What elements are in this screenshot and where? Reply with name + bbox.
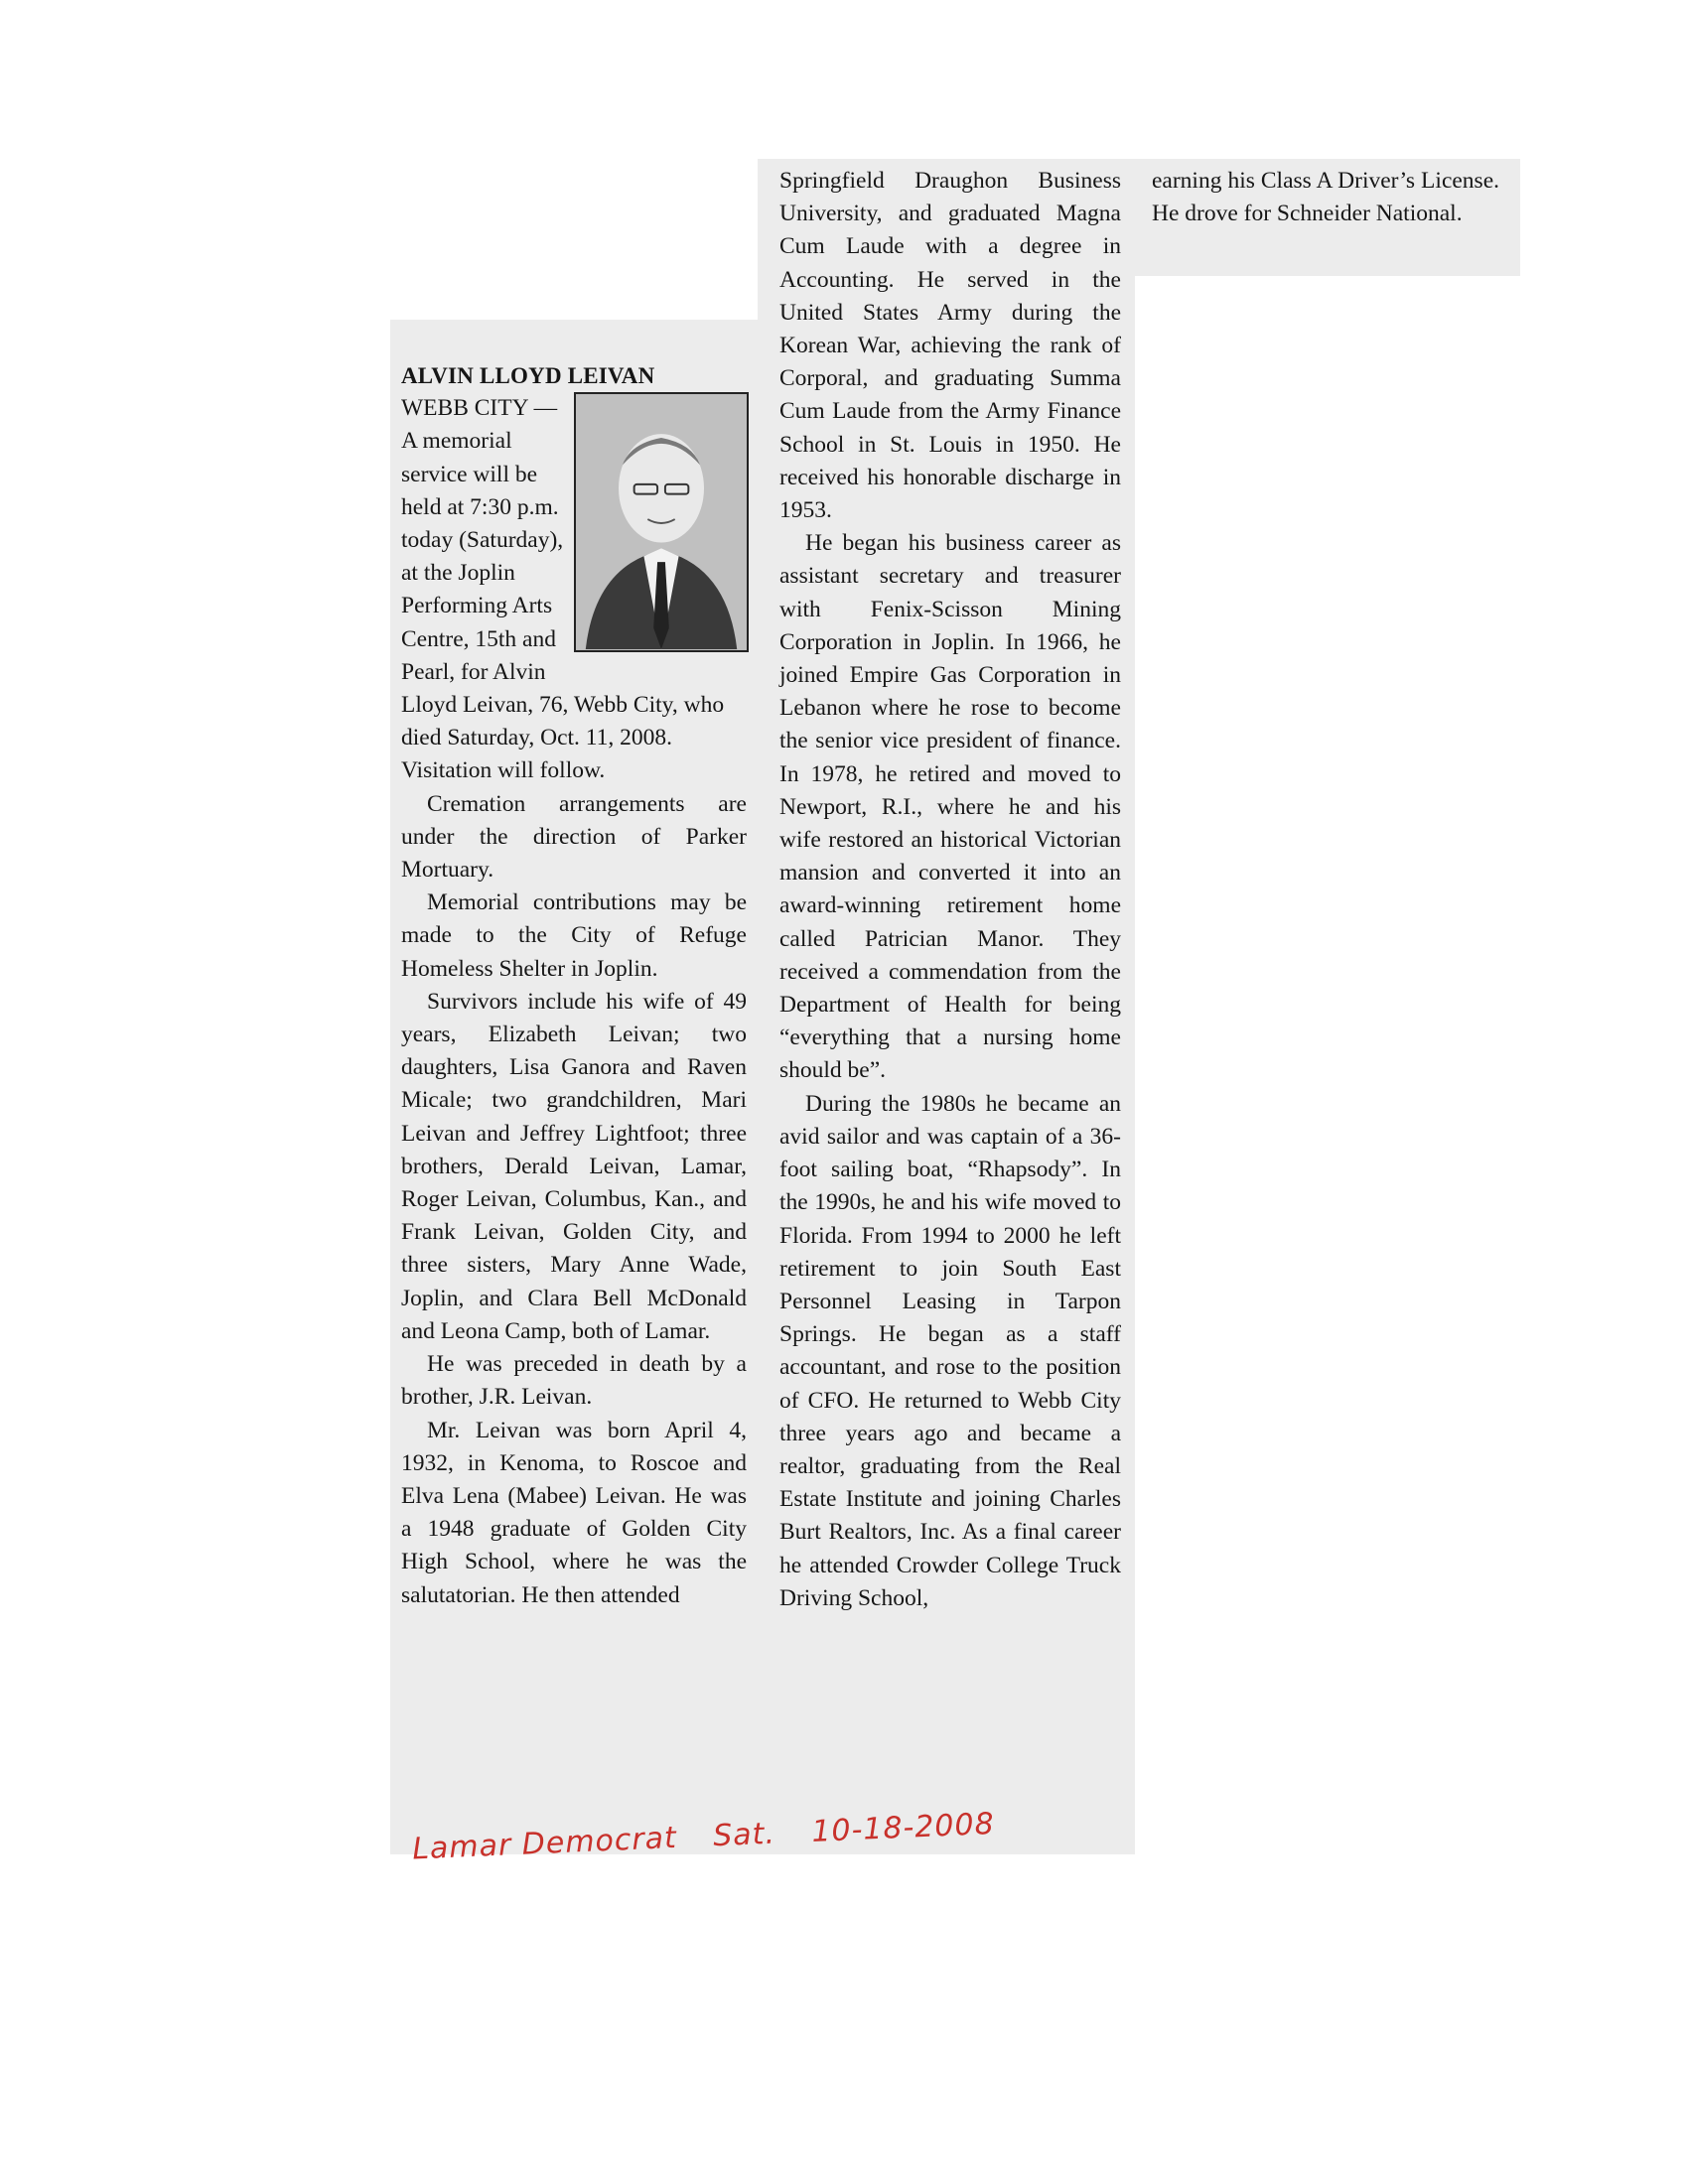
obituary-paragraph: Springfield Draughon Business University, and graduated Magna Cum Laude with a degree in Accounting. He served in the United States Army during the Korean War, achieving the rank of Corporal, and graduating Summa Cum Laude from the Army Finance School in St. Louis in 1950. He received his honorable discharge in 1953. [779, 168, 1121, 524]
handwritten-day: Sat. [712, 1816, 776, 1854]
handwritten-publication: Lamar Democrat [411, 1820, 678, 1867]
obituary-right-column [1152, 165, 1499, 230]
obituary-paragraph: Survivors include his wife of 49 years, Elizabeth Leivan; two daughters, Lisa Ganora and Raven Micale; two grandchildren, Mari Leivan and Jeffrey Lightfoot; three brothers, Derald Leivan, Lamar, Roger Leivan, Columbus, Kan., and Frank Leivan, Golden City, and three sisters, Mary Anne Wade, Joplin, and Clara Bell McDonald and Leona Camp, both of Lamar. [401, 988, 747, 1344]
obituary-paragraph: Cremation arrangements are under the direction of Parker Mortuary. [401, 790, 747, 884]
obituary-paragraph: earning his Class A Driver’s License. He drove for Schneider National. [1152, 168, 1499, 227]
obituary-left-column [401, 359, 747, 1612]
bleed-through-text [1142, 288, 1499, 1737]
obituary-paragraph: WEBB CITY — A memorial service will be held at 7:30 p.m. today (Saturday), at the Joplin Performing Arts Centre, 15th and Pearl, for Alvin Lloyd Leivan, 76, Webb City, who died Saturday, Oct. 11, 2008. Visitation will follow. [401, 395, 725, 784]
obituary-paragraph: He was preceded in death by a brother, J.R. Leivan. [401, 1351, 747, 1411]
handwritten-date: 10-18-2008 [810, 1806, 996, 1849]
portrait-photo-icon [574, 392, 749, 652]
obituary-paragraph: He began his business career as assistant secretary and treasurer with Fenix-Scisson Mining Corporation in Joplin. In 1966, he joined Empire Gas Corporation in Lebanon where he rose to become the senior vice president of finance. In 1978, he retired and moved to Newport, R.I., where he and his wife restored an historical Victorian mansion and converted it into an award-winning retirement home called Patrician Manor. They received a commendation from the Department of Health for being “everything that a nursing home should be”. [779, 530, 1121, 1084]
obituary-headline: ALVIN LLOYD LEIVAN [401, 363, 655, 388]
obituary-middle-column [779, 165, 1121, 1615]
obituary-paragraph: During the 1980s he became an avid sailor and was captain of a 36-foot sailing boat, “Rhapsody”. In the 1990s, he and his wife moved to Florida. From 1994 to 2000 he left retirement to join South East Personnel Leasing in Tarpon Springs. He began as a staff accountant, and rose to the position of CFO. He returned to Webb City three years ago and became a realtor, graduating from the Real Estate Institute and joining Charles Burt Realtors, Inc. As a final career he attended Crowder College Truck Driving School, [779, 1090, 1121, 1611]
obituary-paragraph: Memorial contributions may be made to the City of Refuge Homeless Shelter in Joplin. [401, 889, 747, 982]
obituary-paragraph: Mr. Leivan was born April 4, 1932, in Kenoma, to Roscoe and Elva Lena (Mabee) Leivan. He was a 1948 graduate of Golden City High School, where he was the salutatorian. He then attended [401, 1417, 747, 1608]
